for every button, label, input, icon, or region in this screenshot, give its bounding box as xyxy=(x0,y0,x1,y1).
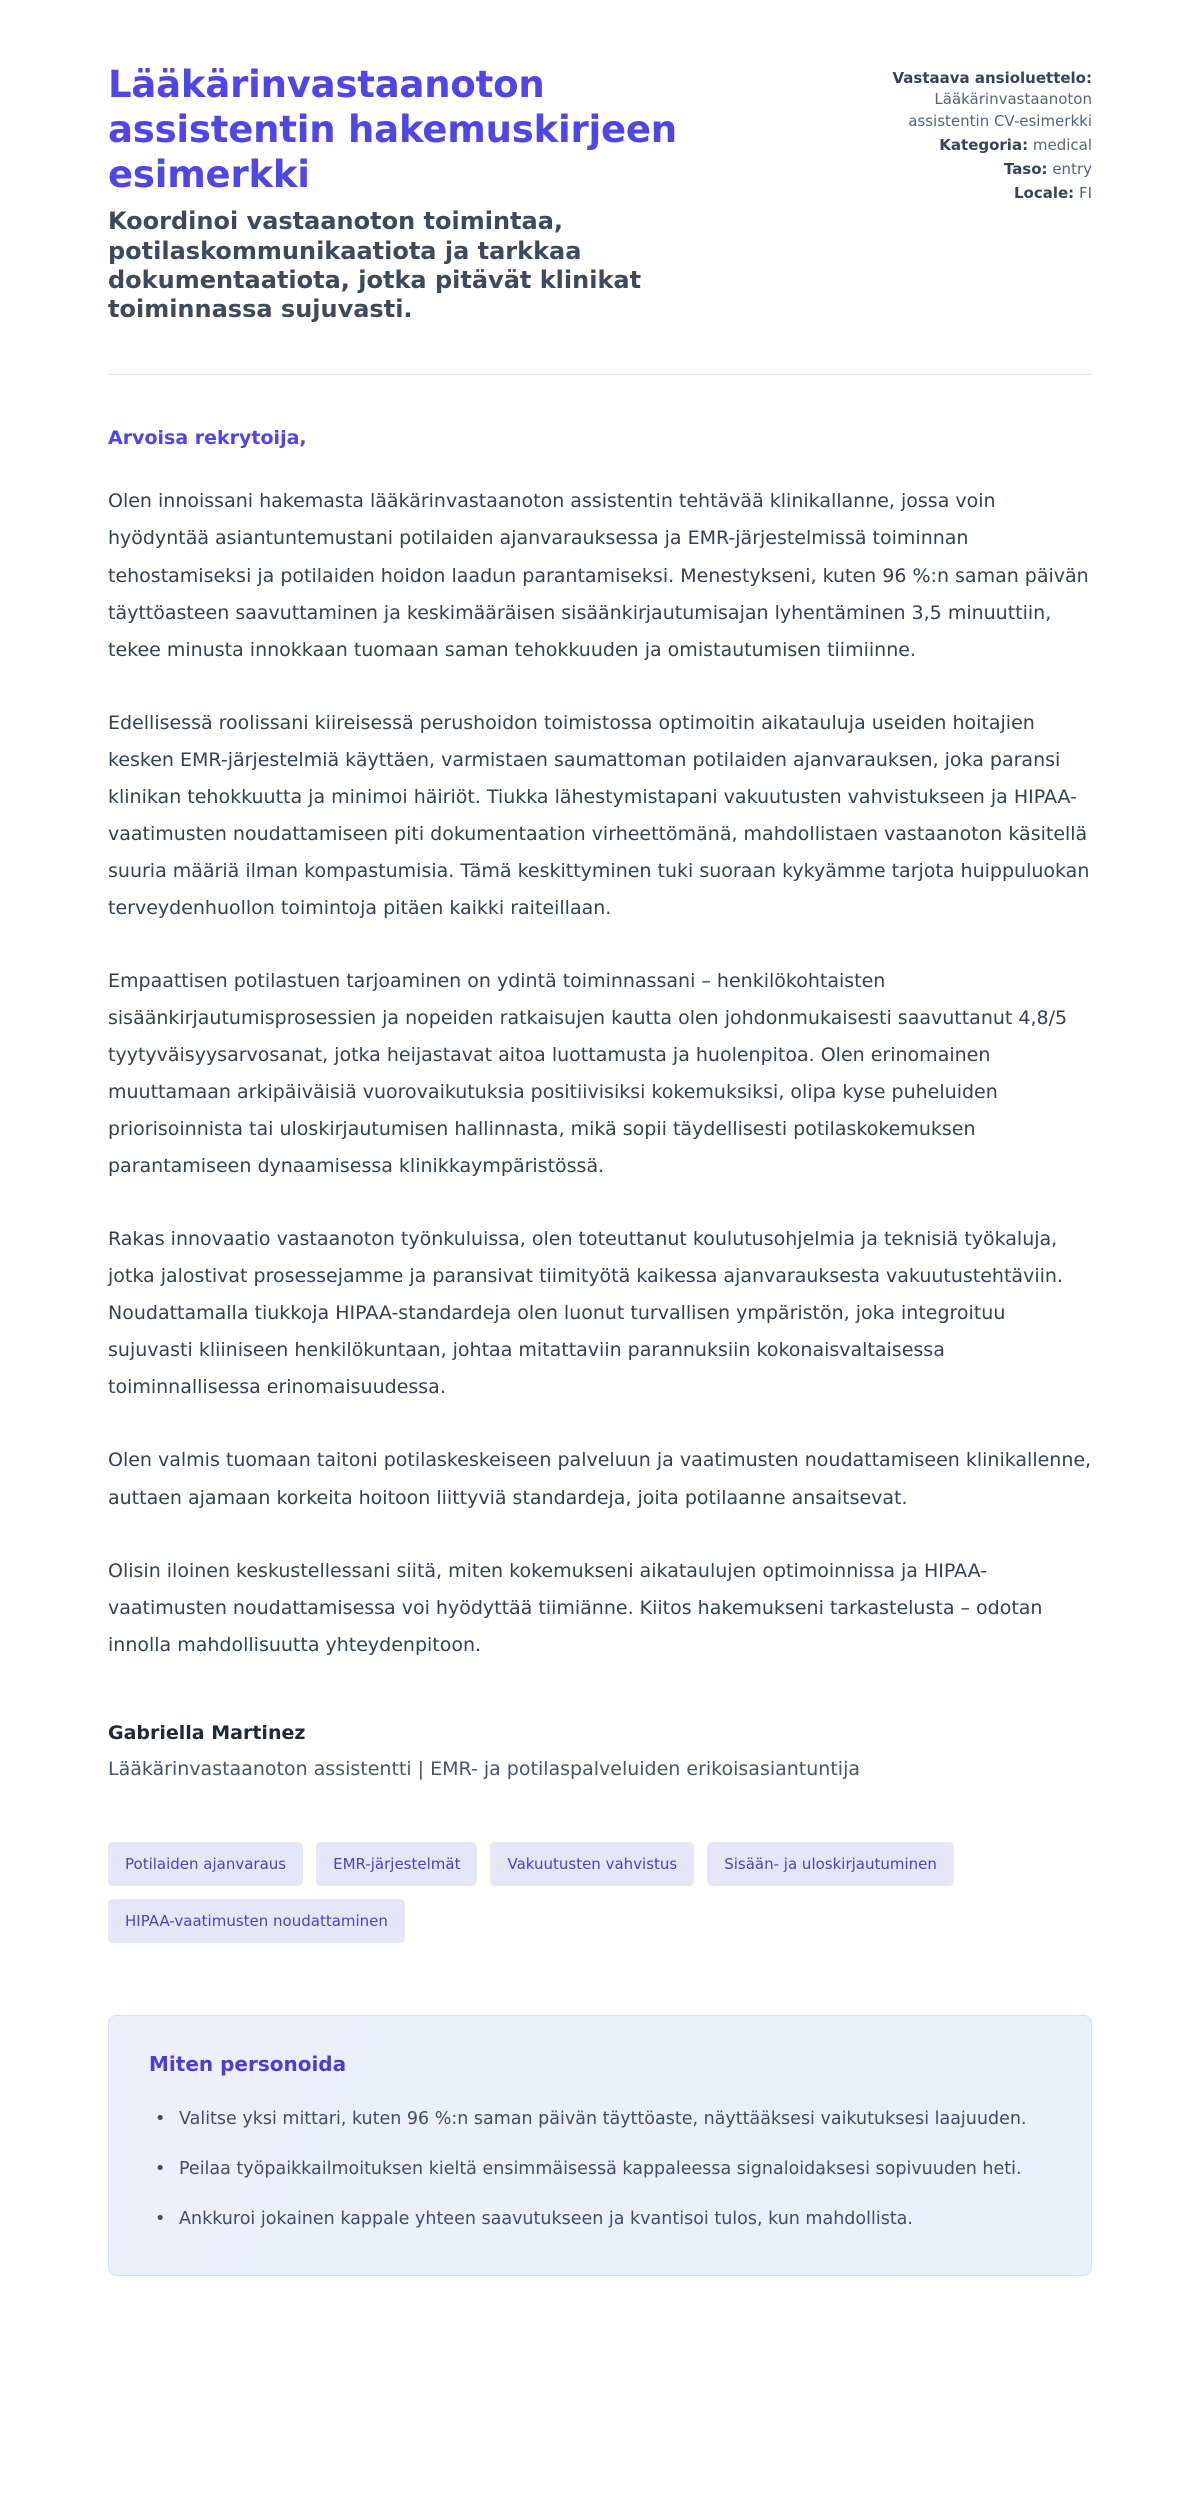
signature-name: Gabriella Martinez xyxy=(108,1721,306,1744)
meta-row-resume xyxy=(782,68,1092,132)
callout-bullet xyxy=(149,2102,1051,2137)
page xyxy=(108,0,1092,2336)
letter-paragraph: Olisin iloinen keskustellessani siitä, miten kokemukseni aikataulujen optimoinnissa ja HIPAA-vaatimusten noudattamisessa voi hyödyttää tiimiänne. Kiitos hakemukseni tarkastelusta – odotan innolla mahdollisuutta yhteydenpitoon. xyxy=(108,1559,1043,1656)
locale-value: FI xyxy=(1078,184,1092,203)
meta-block xyxy=(782,62,1092,208)
bullet-icon: • xyxy=(155,2208,166,2229)
level-label: Taso: xyxy=(1003,160,1048,179)
resume-link[interactable]: Lääkärinvastaanoton assistentin CV-esimerkki xyxy=(908,90,1092,130)
meta-row-level xyxy=(782,159,1092,180)
signature-block xyxy=(108,1722,1092,1780)
callout-bullet-text: Peilaa työpaikkailmoituksen kieltä ensimmäisessä kappaleessa signaloidaksesi sopivuuden heti. xyxy=(179,2158,1022,2179)
page-title: Lääkärinvastaanoton assistentin hakemuskirjeen esimerkki xyxy=(108,63,677,197)
cover-letter xyxy=(108,375,1092,1779)
category-label: Kategoria: xyxy=(939,135,1029,154)
skill-tag[interactable]: Sisään- ja uloskirjautuminen xyxy=(707,1842,954,1886)
letter-paragraph: Olen innoissani hakemasta lääkärinvastaanoton assistentin tehtävää klinikallanne, jossa voin hyödyntää asiantuntemustani potilaiden ajanvarauksessa ja EMR-järjestelmissä toiminnan tehostamiseksi ja potilaiden hoidon laadun parantamiseksi. Menestykseni, kuten 96 %:n saman päivän täyttöasteen saavuttaminen ja keskimääräisen sisäänkirjautumisajan lyhentäminen 3,5 minuuttiin, tekee minusta innokkaan tuomaan saman tehokkuuden ja omistautumisen tiimiinne. xyxy=(108,490,1089,661)
meta-row-category xyxy=(782,135,1092,156)
callout-bullet-text: Valitse yksi mittari, kuten 96 %:n saman päivän täyttöaste, näyttääksesi vaikutuksesi laajuuden. xyxy=(179,2108,1027,2129)
bullet-icon: • xyxy=(155,2158,166,2179)
personalization-callout xyxy=(108,2015,1092,2276)
skill-tag[interactable]: Potilaiden ajanvaraus xyxy=(108,1842,303,1886)
letter-paragraph: Edellisessä roolissani kiireisessä perushoidon toimistossa optimoitin aikatauluja useiden hoitajien kesken EMR-järjestelmiä käyttäen, varmistaen saumattoman potilaiden ajanvarauksen, joka paransi klinikan tehokkuutta ja minimoi häiriöt. Tiukka lähestymistapani vakuutusten vahvistukseen ja HIPAA-vaatimusten noudattamiseen piti dokumentaation virheettömänä, mahdollistaen vastaanoton käsitellä suuria määriä ilman kompastumisia. Tämä keskittyminen tuki suoraan kykyämme tarjota huippuluokan terveydenhuollon toimintoja pitäen kaikki raiteillaan. xyxy=(108,711,1090,919)
page-subtitle: Koordinoi vastaanoton toimintaa, potilaskommunikaatiota ja tarkkaa dokumentaatiota, jotka pitävät klinikat toiminnassa sujuvasti. xyxy=(108,207,642,324)
resume-label: Vastaava ansioluettelo: xyxy=(892,69,1092,87)
title-block xyxy=(108,62,708,324)
locale-label: Locale: xyxy=(1013,184,1075,203)
callout-bullet xyxy=(149,2202,1051,2237)
letter-paragraph: Empaattisen potilastuen tarjoaminen on ydintä toiminnassani – henkilökohtaisten sisäänkirjautumisprosessien ja nopeiden ratkaisujen kautta olen johdonmukaisesti saavuttanut 4,8/5 tyytyväisyysarvosanat, jotka heijastavat aitoa luottamusta ja huolenpitoa. Olen erinomainen muuttamaan arkipäiväisiä vuorovaikutuksia positiivisiksi kokemuksiksi, olipa kyse puheluiden priorisoinnista tai uloskirjautumisen hallinnasta, mikä sopii täydellisesti potilaskokemuksen parantamiseen dynaamisessa klinikkaympäristössä. xyxy=(108,969,1068,1178)
level-value: entry xyxy=(1052,160,1092,179)
letter-greeting: Arvoisa rekrytoija, xyxy=(108,427,307,450)
page-header xyxy=(108,62,1092,375)
callout-bullet-list xyxy=(149,2102,1051,2237)
category-value: medical xyxy=(1032,135,1092,154)
letter-paragraph: Rakas innovaatio vastaanoton työnkuluissa, olen toteuttanut koulutusohjelmia ja teknisiä työkaluja, jotka jalostivat prosessejamme ja paransivat tiimityötä kaikessa ajanvarauksesta vakuutustehtäviin. Noudattamalla tiukkoja HIPAA-standardeja olen luonut turvallisen ympäristön, joka integroituu sujuvasti kliiniseen henkilökuntaan, johtaa mitattaviin parannuksiin kokonaisvaltaisessa toiminnallisessa erinomaisuudessa. xyxy=(108,1228,1063,1399)
skill-tag[interactable]: EMR-järjestelmät xyxy=(316,1842,477,1886)
meta-row-locale xyxy=(782,183,1092,204)
bullet-icon: • xyxy=(155,2108,166,2129)
callout-title: Miten personoida xyxy=(149,2051,347,2076)
skill-tag[interactable]: Vakuutusten vahvistus xyxy=(490,1842,694,1886)
skill-tag-list xyxy=(108,1842,1092,1943)
signature-role: Lääkärinvastaanoton assistentti | EMR- ja potilaspalveluiden erikoisasiantuntija xyxy=(108,1757,860,1780)
skill-tag[interactable]: HIPAA-vaatimusten noudattaminen xyxy=(108,1899,405,1943)
callout-bullet xyxy=(149,2152,1051,2187)
letter-paragraph: Olen valmis tuomaan taitoni potilaskeskeiseen palveluun ja vaatimusten noudattamiseen klinikallenne, auttaen ajamaan korkeita hoitoon liittyviä standardeja, joita potilaanne ansaitsevat. xyxy=(108,1449,1092,1509)
callout-bullet-text: Ankkuroi jokainen kappale yhteen saavutukseen ja kvantisoi tulos, kun mahdollista. xyxy=(179,2208,913,2229)
